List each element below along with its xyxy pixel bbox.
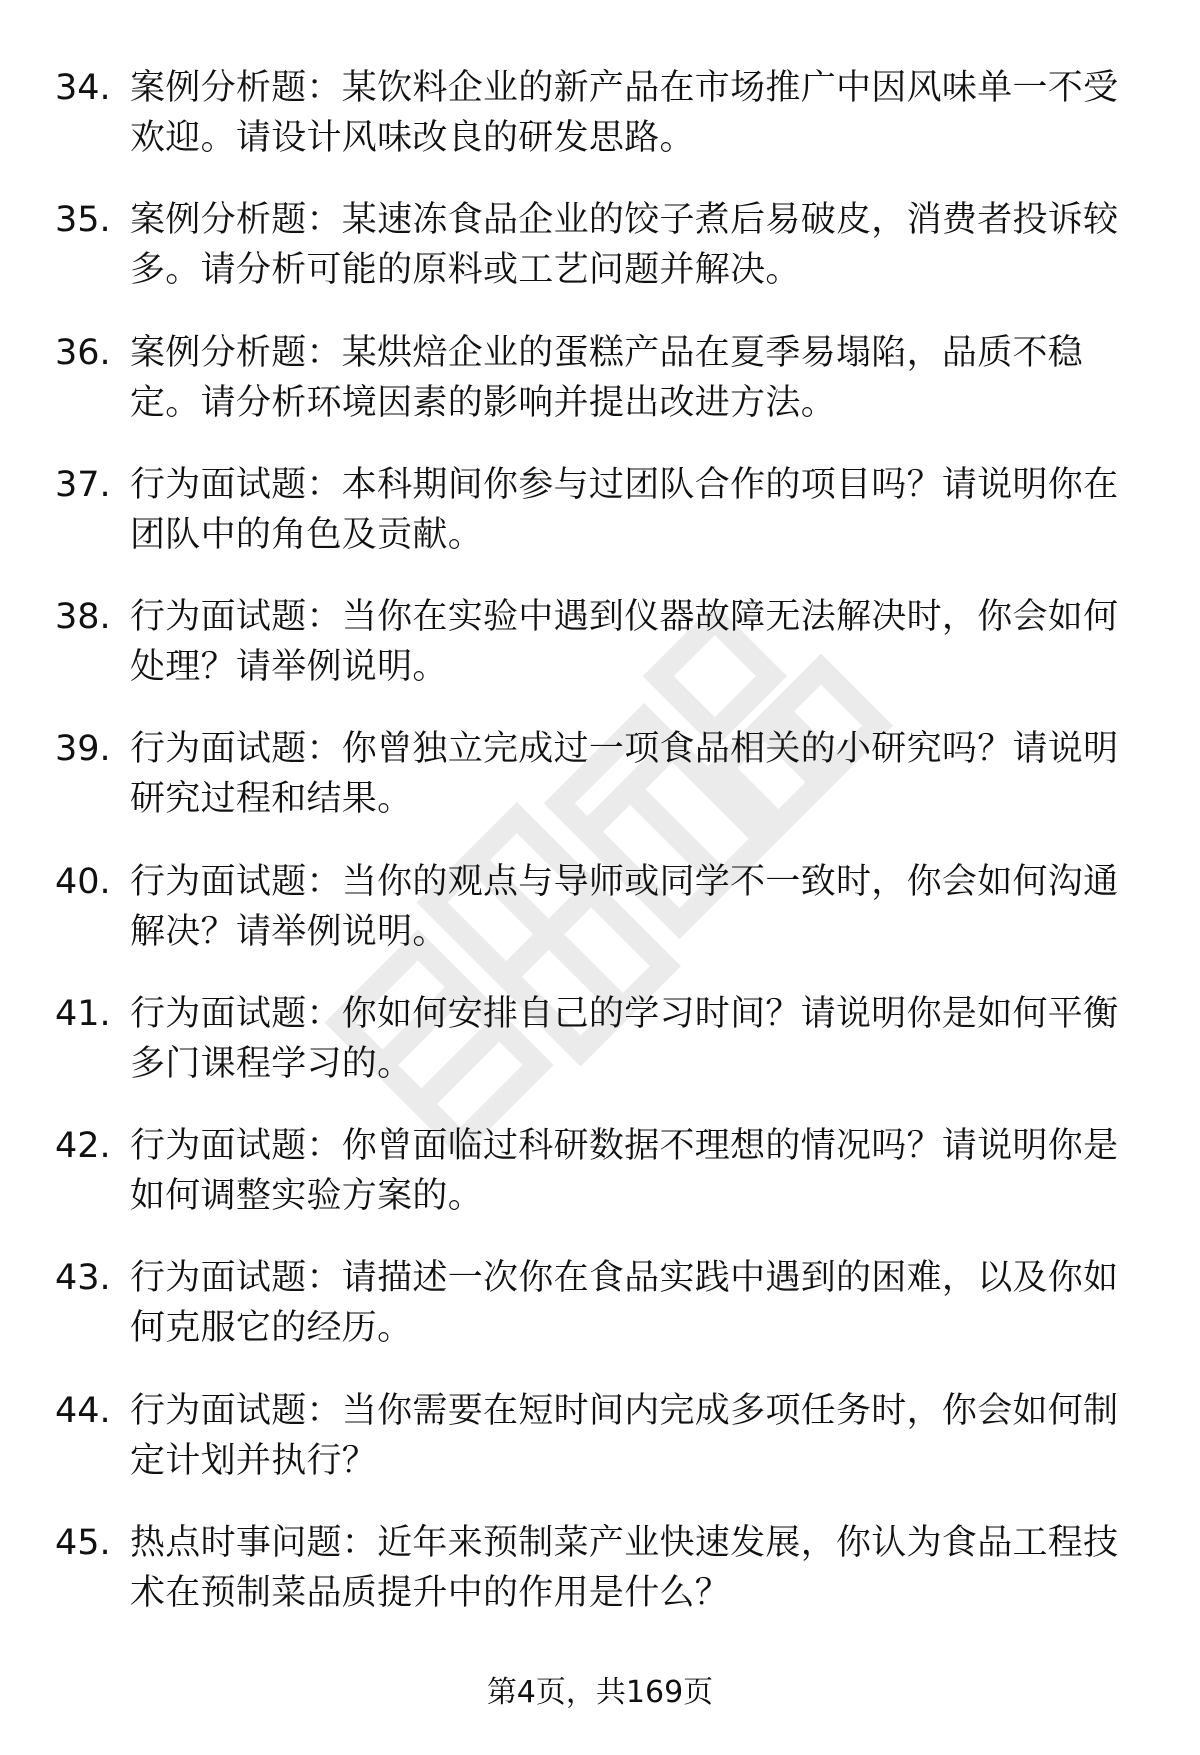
question-text: 行为面试题：你如何安排自己的学习时间？请说明你是如何平衡多门课程学习的。 bbox=[130, 994, 1119, 1084]
question-text: 行为面试题：请描述一次你在食品实践中遇到的困难，以及你如何克服它的经历。 bbox=[130, 1258, 1119, 1348]
question-number: 38. bbox=[55, 597, 111, 637]
question-number: 43. bbox=[55, 1258, 111, 1298]
question-number: 37. bbox=[55, 465, 111, 505]
question-item bbox=[0, 857, 1200, 967]
question-item bbox=[0, 1518, 1200, 1628]
question-text: 行为面试题：当你的观点与导师或同学不一致时，你会如何沟通解决？请举例说明。 bbox=[130, 862, 1119, 952]
page-number-footer: 第4页，共169页 bbox=[486, 1675, 714, 1710]
question-item bbox=[0, 1386, 1200, 1496]
question-text: 行为面试题：当你需要在短时间内完成多项任务时，你会如何制定计划并执行？ bbox=[130, 1391, 1119, 1481]
question-item bbox=[0, 195, 1200, 305]
question-number: 45. bbox=[55, 1523, 111, 1563]
question-number: 34. bbox=[55, 68, 111, 108]
question-item bbox=[0, 460, 1200, 570]
question-number: 42. bbox=[55, 1126, 111, 1166]
question-number: 36. bbox=[55, 333, 111, 373]
question-text: 行为面试题：你曾面临过科研数据不理想的情况吗？请说明你是如何调整实验方案的。 bbox=[130, 1126, 1119, 1216]
question-item bbox=[0, 724, 1200, 834]
question-number: 35. bbox=[55, 200, 111, 240]
question-text: 案例分析题：某速冻食品企业的饺子煮后易破皮，消费者投诉较多。请分析可能的原料或工艺问题并解决。 bbox=[130, 200, 1119, 290]
question-number: 40. bbox=[55, 862, 111, 902]
question-item bbox=[0, 1121, 1200, 1231]
question-number: 41. bbox=[55, 994, 111, 1034]
question-item bbox=[0, 328, 1200, 438]
question-text: 案例分析题：某饮料企业的新产品在市场推广中因风味单一不受欢迎。请设计风味改良的研发思路。 bbox=[130, 68, 1119, 158]
question-text: 热点时事问题：近年来预制菜产业快速发展，你认为食品工程技术在预制菜品质提升中的作用是什么？ bbox=[130, 1523, 1119, 1613]
question-text: 行为面试题：你曾独立完成过一项食品相关的小研究吗？请说明研究过程和结果。 bbox=[130, 729, 1119, 819]
question-number: 44. bbox=[55, 1391, 111, 1431]
question-item bbox=[0, 592, 1200, 702]
question-text: 行为面试题：当你在实验中遇到仪器故障无法解决时，你会如何处理？请举例说明。 bbox=[130, 597, 1119, 687]
question-text: 行为面试题：本科期间你参与过团队合作的项目吗？请说明你在团队中的角色及贡献。 bbox=[130, 465, 1119, 555]
question-item bbox=[0, 1253, 1200, 1363]
question-text: 案例分析题：某烘焙企业的蛋糕产品在夏季易塌陷，品质不稳定。请分析环境因素的影响并提出改进方法。 bbox=[130, 333, 1084, 423]
question-item bbox=[0, 989, 1200, 1099]
question-item bbox=[0, 63, 1200, 173]
question-number: 39. bbox=[55, 729, 111, 769]
